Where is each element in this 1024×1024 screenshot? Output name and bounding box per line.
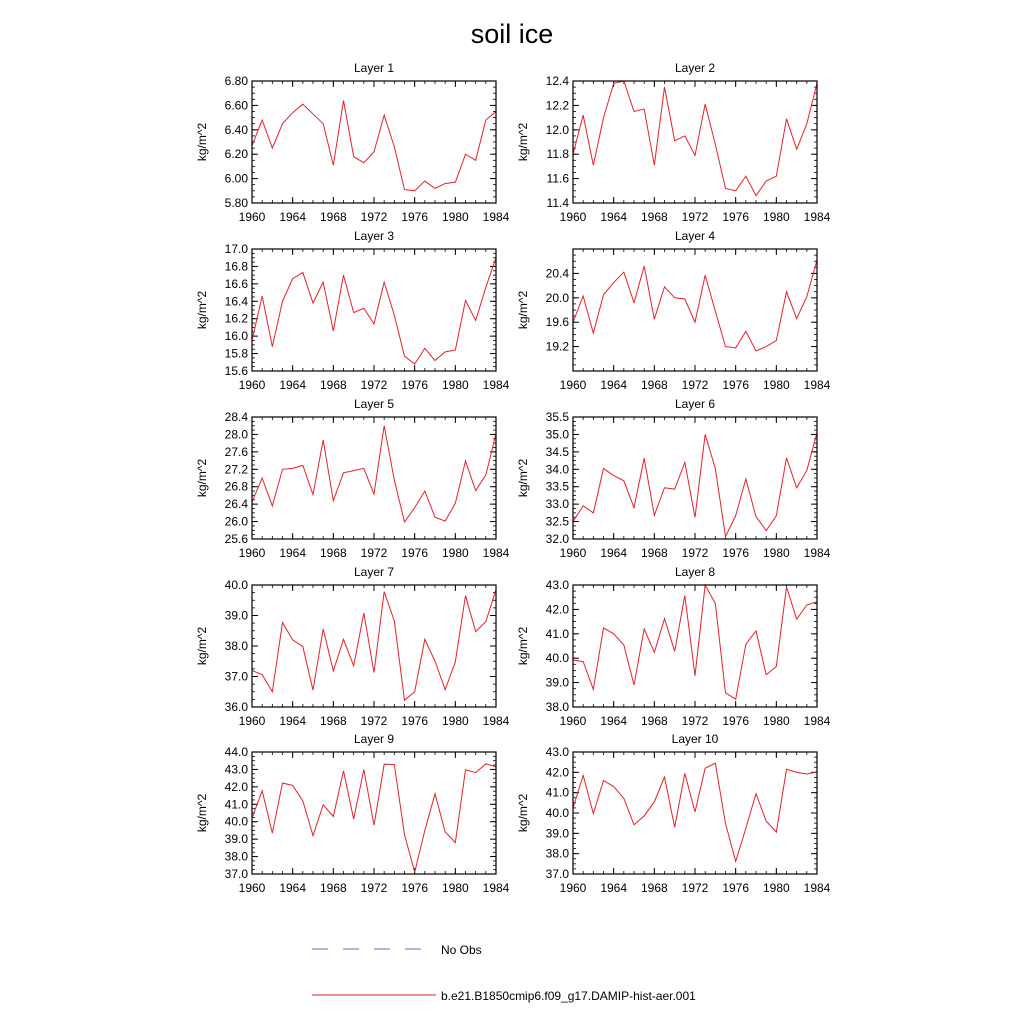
- y-tick-label: 44.0: [224, 745, 248, 759]
- series-line-layer-10: [573, 763, 817, 861]
- series-line-layer-9: [252, 764, 496, 872]
- x-tick-label: 1972: [360, 546, 388, 560]
- y-tick-label: 38.0: [545, 700, 569, 714]
- series-line-layer-1: [252, 101, 496, 191]
- x-tick-label: 1976: [722, 881, 750, 895]
- y-tick-label: 40.0: [545, 806, 569, 820]
- x-tick-label: 1976: [401, 210, 429, 224]
- y-tick-label: 19.2: [545, 339, 569, 354]
- x-tick-label: 1984: [803, 714, 831, 728]
- y-tick-label: 6.60: [224, 98, 248, 113]
- y-tick-label: 12.2: [545, 98, 569, 113]
- panel-title-layer-8: Layer 8: [674, 565, 716, 579]
- y-tick-label: 6.80: [224, 74, 248, 88]
- y-tick-label: 20.0: [545, 290, 569, 305]
- legend: [312, 943, 696, 1003]
- x-tick-label: 1968: [319, 378, 347, 392]
- y-tick-label: 15.6: [224, 364, 248, 378]
- no-obs-legend-label: No Obs: [441, 943, 482, 957]
- panel-title-layer-6: Layer 6: [674, 397, 716, 411]
- x-tick-label: 1976: [722, 714, 750, 728]
- panel-title-layer-4: Layer 4: [674, 229, 716, 243]
- series-line-layer-6: [573, 433, 817, 537]
- plot-frame-layer-3: [252, 249, 496, 371]
- plot-frame-layer-6: [573, 417, 817, 539]
- y-tick-label: 32.5: [545, 514, 569, 529]
- x-tick-label: 1984: [482, 210, 510, 224]
- x-tick-label: 1980: [441, 378, 469, 392]
- plot-frame-layer-8: [573, 585, 817, 707]
- x-tick-label: 1972: [681, 210, 709, 224]
- x-tick-label: 1972: [360, 378, 388, 392]
- panel-title-layer-7: Layer 7: [353, 565, 395, 579]
- panel-layer-10: [516, 732, 831, 895]
- y-tick-label: 12.4: [545, 74, 569, 88]
- x-tick-label: 1980: [762, 546, 790, 560]
- x-tick-label: 1984: [482, 881, 510, 895]
- x-tick-label: 1968: [640, 210, 668, 224]
- y-tick-label: 26.8: [224, 479, 248, 494]
- x-tick-label: 1980: [762, 714, 790, 728]
- y-tick-label: 16.0: [224, 329, 248, 344]
- x-tick-label: 1972: [681, 546, 709, 560]
- x-tick-label: 1984: [803, 210, 831, 224]
- y-tick-label: 43.0: [224, 762, 248, 777]
- y-tick-label: 25.6: [224, 532, 248, 546]
- x-tick-label: 1960: [238, 714, 266, 728]
- panel-layer-6: [516, 397, 831, 560]
- x-tick-label: 1980: [762, 378, 790, 392]
- y-tick-label: 38.0: [224, 639, 248, 653]
- plot-frame-layer-4: [573, 249, 817, 371]
- series-line-layer-3: [252, 258, 496, 364]
- x-tick-label: 1980: [441, 546, 469, 560]
- panel-layer-2: [516, 61, 831, 224]
- panel-layer-3: [195, 229, 510, 392]
- panel-title-layer-3: Layer 3: [353, 229, 395, 243]
- series-line-layer-2: [573, 81, 817, 196]
- x-tick-label: 1980: [441, 210, 469, 224]
- x-tick-label: 1968: [640, 546, 668, 560]
- x-tick-label: 1964: [600, 378, 628, 392]
- x-tick-label: 1964: [279, 378, 307, 392]
- y-tick-label: 33.5: [545, 479, 569, 494]
- y-tick-label: 15.8: [224, 346, 248, 361]
- figure-title: soil ice: [470, 19, 554, 49]
- x-tick-label: 1968: [319, 546, 347, 560]
- x-tick-label: 1972: [681, 378, 709, 392]
- x-tick-label: 1964: [600, 210, 628, 224]
- x-tick-label: 1972: [360, 210, 388, 224]
- x-tick-label: 1972: [681, 881, 709, 895]
- x-tick-label: 1984: [803, 881, 831, 895]
- x-tick-label: 1976: [722, 546, 750, 560]
- panel-title-layer-9: Layer 9: [353, 732, 395, 746]
- x-tick-label: 1972: [360, 714, 388, 728]
- panel-layer-5: [195, 397, 510, 560]
- panel-layer-8: [516, 565, 831, 728]
- panel-layer-1: [195, 61, 510, 224]
- y-axis-label-layer-5: kg/m^2: [195, 458, 209, 498]
- y-tick-label: 17.0: [224, 242, 248, 256]
- x-tick-label: 1984: [803, 378, 831, 392]
- x-tick-label: 1960: [238, 546, 266, 560]
- x-tick-label: 1964: [600, 714, 628, 728]
- x-tick-label: 1980: [762, 210, 790, 224]
- y-tick-label: 39.0: [545, 675, 569, 690]
- y-tick-label: 20.4: [545, 266, 569, 281]
- x-tick-label: 1960: [238, 378, 266, 392]
- x-tick-label: 1984: [482, 714, 510, 728]
- y-tick-label: 35.0: [545, 427, 569, 442]
- y-tick-label: 11.4: [546, 196, 569, 210]
- y-tick-label: 42.0: [545, 765, 569, 780]
- x-tick-label: 1972: [360, 881, 388, 895]
- y-axis-label-layer-8: kg/m^2: [516, 626, 530, 666]
- series-line-layer-7: [252, 590, 496, 701]
- y-axis-label-layer-3: kg/m^2: [195, 290, 209, 330]
- x-tick-label: 1964: [279, 210, 307, 224]
- y-tick-label: 28.0: [224, 427, 248, 442]
- panels-group: [195, 61, 831, 895]
- panel-layer-4: [516, 229, 831, 392]
- x-tick-label: 1984: [482, 378, 510, 392]
- x-tick-label: 1960: [559, 378, 587, 392]
- panel-title-layer-1: Layer 1: [353, 61, 395, 75]
- y-tick-label: 27.6: [224, 444, 248, 459]
- y-tick-label: 39.0: [224, 608, 248, 623]
- y-tick-label: 16.2: [224, 311, 248, 326]
- panel-layer-9: [195, 732, 510, 895]
- x-tick-label: 1976: [401, 378, 429, 392]
- y-tick-label: 38.0: [545, 846, 569, 861]
- x-tick-label: 1968: [640, 714, 668, 728]
- x-tick-label: 1980: [441, 714, 469, 728]
- y-tick-label: 12.0: [545, 122, 569, 137]
- y-tick-label: 28.4: [224, 410, 248, 424]
- y-tick-label: 37.0: [224, 867, 248, 881]
- y-tick-label: 33.0: [545, 497, 569, 512]
- x-tick-label: 1976: [401, 714, 429, 728]
- panel-title-layer-10: Layer 10: [671, 732, 719, 746]
- y-tick-label: 37.0: [545, 867, 569, 881]
- y-axis-label-layer-7: kg/m^2: [195, 626, 209, 666]
- x-tick-label: 1960: [238, 210, 266, 224]
- x-tick-label: 1960: [559, 714, 587, 728]
- y-tick-label: 19.6: [545, 315, 569, 330]
- y-tick-label: 35.5: [545, 410, 569, 424]
- panel-title-layer-2: Layer 2: [674, 61, 716, 75]
- y-tick-label: 40.0: [224, 578, 248, 592]
- x-tick-label: 1968: [319, 714, 347, 728]
- y-tick-label: 41.0: [545, 785, 569, 800]
- x-tick-label: 1972: [681, 714, 709, 728]
- x-tick-label: 1960: [559, 881, 587, 895]
- x-tick-label: 1964: [279, 714, 307, 728]
- x-tick-label: 1968: [640, 378, 668, 392]
- x-tick-label: 1980: [441, 881, 469, 895]
- y-tick-label: 6.00: [224, 171, 248, 186]
- x-tick-label: 1964: [600, 546, 628, 560]
- y-tick-label: 36.0: [224, 700, 248, 714]
- y-tick-label: 39.0: [224, 832, 248, 847]
- x-tick-label: 1976: [722, 210, 750, 224]
- x-tick-label: 1960: [559, 210, 587, 224]
- y-axis-label-layer-6: kg/m^2: [516, 458, 530, 498]
- x-tick-label: 1976: [401, 546, 429, 560]
- model-legend-label: b.e21.B1850cmip6.f09_g17.DAMIP-hist-aer.001: [441, 989, 696, 1003]
- y-tick-label: 40.0: [545, 651, 569, 666]
- x-tick-label: 1968: [319, 210, 347, 224]
- x-tick-label: 1968: [640, 881, 668, 895]
- plot-frame-layer-2: [573, 81, 817, 203]
- y-tick-label: 42.0: [545, 602, 569, 617]
- y-tick-label: 43.0: [545, 745, 569, 759]
- y-tick-label: 26.4: [224, 497, 248, 512]
- y-tick-label: 41.0: [224, 797, 248, 812]
- x-tick-label: 1984: [482, 546, 510, 560]
- y-tick-label: 16.6: [224, 276, 248, 291]
- x-tick-label: 1980: [762, 881, 790, 895]
- x-tick-label: 1960: [238, 881, 266, 895]
- x-tick-label: 1968: [319, 881, 347, 895]
- y-tick-label: 11.8: [546, 147, 569, 162]
- x-tick-label: 1984: [803, 546, 831, 560]
- panel-title-layer-5: Layer 5: [353, 397, 395, 411]
- plot-frame-layer-7: [252, 585, 496, 707]
- series-line-layer-4: [573, 260, 817, 351]
- y-tick-label: 40.0: [224, 814, 248, 829]
- y-tick-label: 16.4: [224, 294, 248, 309]
- y-tick-label: 16.8: [224, 259, 248, 274]
- series-line-layer-8: [573, 585, 817, 699]
- x-tick-label: 1964: [279, 546, 307, 560]
- y-tick-label: 37.0: [224, 669, 248, 684]
- y-axis-label-layer-4: kg/m^2: [516, 290, 530, 330]
- x-tick-label: 1960: [559, 546, 587, 560]
- y-tick-label: 6.20: [224, 147, 248, 162]
- y-tick-label: 27.2: [224, 462, 248, 477]
- y-tick-label: 41.0: [545, 626, 569, 641]
- x-tick-label: 1976: [722, 378, 750, 392]
- x-tick-label: 1976: [401, 881, 429, 895]
- plot-frame-layer-5: [252, 417, 496, 539]
- y-tick-label: 5.80: [224, 196, 248, 210]
- y-axis-label-layer-2: kg/m^2: [516, 122, 530, 162]
- y-tick-label: 34.0: [545, 462, 569, 477]
- panel-layer-7: [195, 565, 510, 728]
- y-tick-label: 26.0: [224, 514, 248, 529]
- y-tick-label: 38.0: [224, 849, 248, 864]
- x-tick-label: 1964: [279, 881, 307, 895]
- y-tick-label: 11.6: [546, 171, 569, 186]
- y-tick-label: 6.40: [224, 122, 248, 137]
- plot-frame-layer-1: [252, 81, 496, 203]
- y-tick-label: 34.5: [545, 444, 569, 459]
- series-line-layer-5: [252, 426, 496, 522]
- y-axis-label-layer-9: kg/m^2: [195, 793, 209, 833]
- y-tick-label: 32.0: [545, 532, 569, 546]
- y-tick-label: 42.0: [224, 779, 248, 794]
- y-axis-label-layer-1: kg/m^2: [195, 122, 209, 162]
- y-tick-label: 43.0: [545, 578, 569, 592]
- y-tick-label: 39.0: [545, 826, 569, 841]
- plot-frame-layer-10: [573, 752, 817, 874]
- y-axis-label-layer-10: kg/m^2: [516, 793, 530, 833]
- x-tick-label: 1964: [600, 881, 628, 895]
